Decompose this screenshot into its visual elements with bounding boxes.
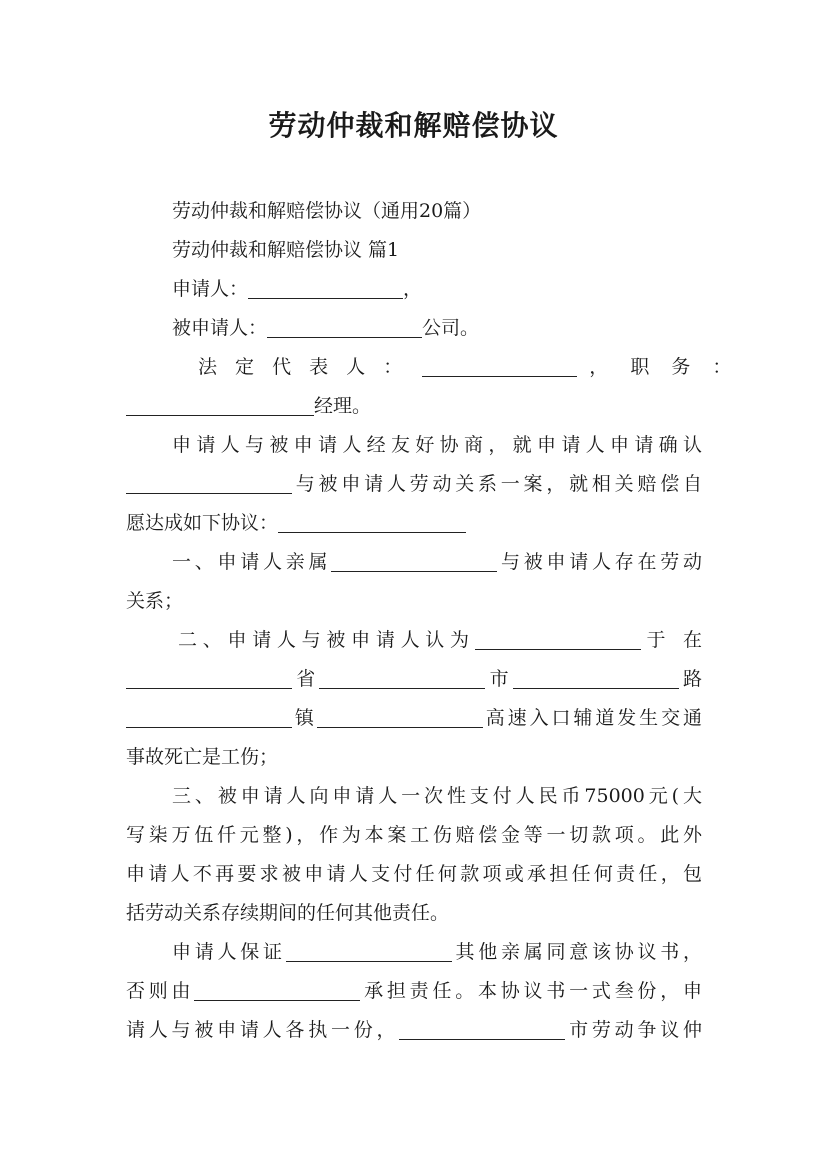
position-label: ， 职 务 ： <box>589 356 740 378</box>
blank-field <box>317 701 483 728</box>
blank-field <box>267 311 422 338</box>
legal-rep-label: 法 定 代 表 人 ： <box>198 356 409 378</box>
text-fragment: 请人与被申请人各执一份， <box>126 1019 400 1041</box>
blank-field <box>513 662 679 689</box>
text-fragment: 于 在 <box>640 629 702 651</box>
text-fragment: 与被申请人存在劳动 <box>497 551 702 573</box>
clause-line: 关系； <box>126 590 184 612</box>
blank-field <box>422 350 577 377</box>
text-fragment: 高速入口辅道发生交通 <box>482 707 702 729</box>
blank-field <box>319 662 485 689</box>
blank-field <box>126 467 292 494</box>
blank-field <box>278 506 466 533</box>
subtitle-line: 劳动仲裁和解赔偿协议（通用20篇） <box>172 200 482 222</box>
clause-line: 事故死亡是工伤； <box>126 746 279 768</box>
text-fragment: 路 <box>678 668 702 690</box>
respondent-line <box>126 309 702 348</box>
legal-rep-line <box>126 348 740 387</box>
blank-field <box>126 662 292 689</box>
blank-field <box>248 272 403 299</box>
text-fragment: 镇 <box>292 707 317 729</box>
text-fragment: 市 <box>485 668 513 690</box>
text-fragment: 一、申请人亲属 <box>172 551 332 573</box>
paragraph-line <box>126 465 702 504</box>
document-title: 劳动仲裁和解赔偿协议 <box>268 109 559 142</box>
clause-line: 写柒万伍仟元整)，作为本案工伤赔偿金等一切款项。此外 <box>126 824 702 846</box>
paragraph-line <box>126 1011 702 1050</box>
paragraph-line <box>126 972 702 1011</box>
text-fragment: 否则由 <box>126 980 195 1002</box>
blank-field <box>126 389 314 416</box>
text-fragment: 公司。 <box>422 317 480 339</box>
text-fragment: 经理。 <box>314 395 372 417</box>
applicant-label: 申请人： <box>172 278 249 300</box>
text-fragment: 与被申请人劳动关系一案，就相关赔偿自 <box>292 473 702 495</box>
applicant-line <box>126 270 702 309</box>
blank-field <box>126 701 292 728</box>
section-heading: 劳动仲裁和解赔偿协议 篇1 <box>172 239 400 261</box>
text-fragment: 省 <box>292 668 320 690</box>
clause-line: 括劳动关系存续期间的任何其他责任。 <box>126 902 450 924</box>
paragraph-line <box>126 504 702 543</box>
blank-field <box>286 935 452 962</box>
manager-line <box>126 387 702 426</box>
blank-field <box>194 974 360 1001</box>
clause-line: 三、被申请人向申请人一次性支付人民币75000元(大 <box>172 785 702 807</box>
text-fragment: ， <box>403 278 423 300</box>
paragraph-line <box>126 933 702 972</box>
clause-line <box>126 543 702 582</box>
text-fragment: 愿达成如下协议： <box>126 512 279 534</box>
clause-line: 申请人不再要求被申请人支付任何款项或承担任何责任，包 <box>126 863 702 885</box>
blank-field <box>475 623 641 650</box>
text-fragment: 其他亲属同意该协议书， <box>451 941 702 963</box>
blank-field <box>331 545 497 572</box>
clause-line <box>126 621 702 660</box>
clause-line <box>126 660 702 699</box>
paragraph-line: 申请人与被申请人经友好协商，就申请人申请确认 <box>172 434 702 456</box>
respondent-label: 被申请人： <box>172 317 268 339</box>
clause-line <box>126 699 702 738</box>
text-fragment: 市劳动争议仲 <box>565 1019 702 1041</box>
text-fragment: 申请人保证 <box>172 941 286 963</box>
text-fragment: 二、申请人与被申请人认为 <box>178 629 475 651</box>
blank-field <box>399 1013 565 1040</box>
text-fragment: 承担责任。本协议书一式叁份，申 <box>360 980 702 1002</box>
document-body <box>126 192 740 1050</box>
